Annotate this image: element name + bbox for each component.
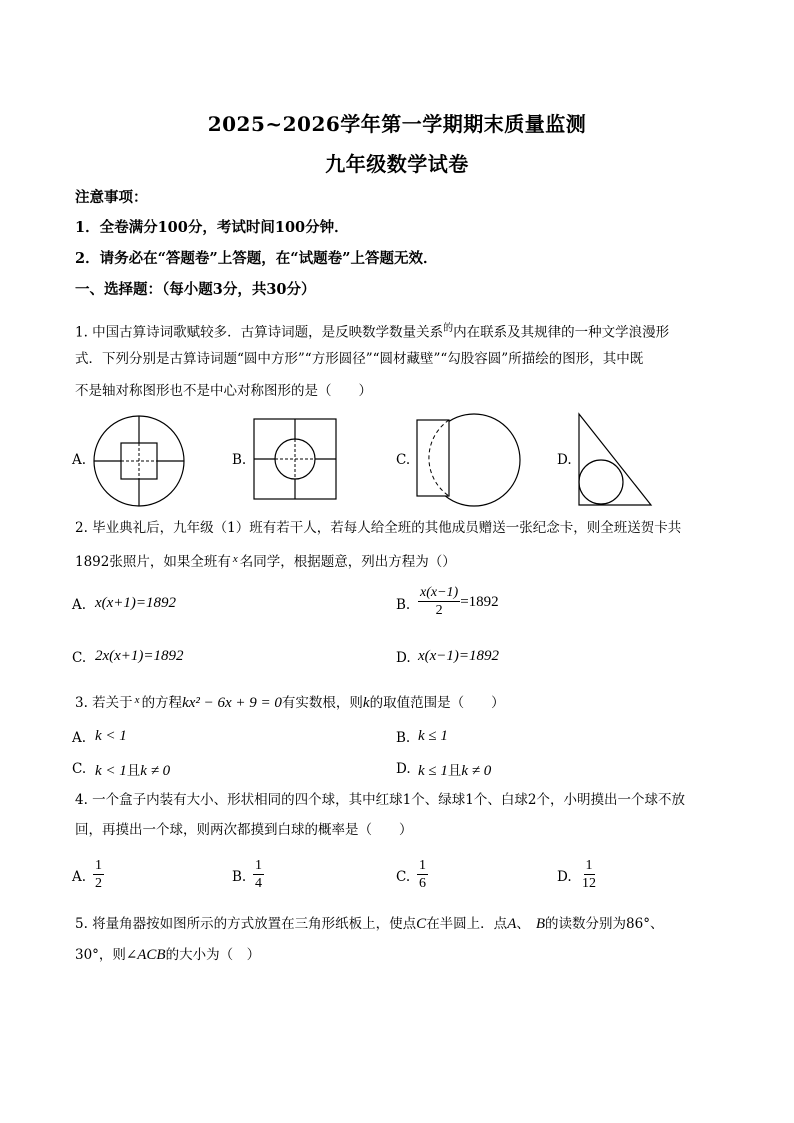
q2-option-b-denominator: 2 bbox=[435, 603, 443, 618]
q2-option-b-fraction bbox=[418, 584, 460, 619]
q2-option-b-label: B. bbox=[396, 597, 411, 613]
q4-option-d-fraction bbox=[580, 857, 598, 892]
q4-option-b-fraction bbox=[253, 857, 264, 892]
q3-var-k: k bbox=[362, 695, 370, 711]
q3-option-c-part1: k < 1 bbox=[95, 763, 127, 779]
q4-option-c-label: C. bbox=[396, 869, 411, 885]
section-heading: 一、选择题：（每小题3分，共30分） bbox=[75, 281, 316, 298]
figure-circle-timber bbox=[416, 412, 526, 512]
q2-option-a: x(x+1)=1892 bbox=[95, 595, 177, 611]
q2-text-a: 1892张照片，如果全班有 bbox=[75, 554, 231, 570]
q4-option-b-label: B. bbox=[232, 869, 247, 885]
q3-option-d-part2: k ≠ 0 bbox=[461, 763, 492, 779]
note-item-2: 2．请务必在“答题卷”上答题，在“试题卷”上答题无效． bbox=[75, 250, 438, 267]
q3-option-a-label: A. bbox=[72, 730, 87, 746]
q4-line-2: 回，再摸出一个球，则两次都摸到白球的概率是（ ） bbox=[75, 822, 413, 838]
q3-option-b: k ≤ 1 bbox=[418, 728, 448, 744]
q3-line-1 bbox=[75, 686, 505, 718]
figure-circle-square bbox=[92, 414, 186, 508]
q5-text-f: 的大小为（ ） bbox=[165, 947, 261, 963]
q1-option-b-label: B. bbox=[232, 452, 247, 468]
q4-option-a-numerator: 1 bbox=[95, 858, 102, 873]
note-item-1: 1．全卷满分100分，考试时间100分钟． bbox=[75, 219, 349, 236]
q4-option-a bbox=[93, 857, 104, 892]
q2-text-b: 名同学，根据题意，列出方程为（） bbox=[239, 554, 456, 570]
q4-option-c-denominator: 6 bbox=[419, 876, 426, 891]
q3-text-c: 有实数根，则 bbox=[281, 695, 363, 711]
figure-square-circle bbox=[253, 418, 337, 500]
q3-text-a: 3. 若关于 bbox=[75, 695, 133, 711]
q5-point-b: B bbox=[535, 916, 546, 932]
q4-option-d bbox=[580, 857, 598, 892]
q4-option-d-numerator: 1 bbox=[585, 858, 593, 873]
q2-option-d: x(x−1)=1892 bbox=[418, 648, 500, 664]
q3-option-d-and: 且 bbox=[447, 763, 462, 779]
q3-text-b: 的方程 bbox=[141, 695, 183, 711]
q4-option-a-label: A. bbox=[72, 869, 87, 885]
q3-equation: kx² − 6x + 9 = 0 bbox=[182, 695, 282, 711]
q3-var-x: x bbox=[134, 694, 140, 706]
q4-option-d-denominator: 12 bbox=[582, 876, 596, 891]
q2-var-x: x bbox=[232, 553, 238, 565]
q1-line-2: 式．下列分别是古算诗词题“圆中方形”“方形圆径”“圆材藏壁”“勾股容圆”所描绘的图形，其中既 bbox=[75, 351, 644, 367]
q1-line-1 bbox=[75, 314, 669, 348]
q5-text-c: 、 bbox=[516, 916, 530, 932]
q2-option-d-label: D. bbox=[396, 650, 411, 666]
q3-option-b-label: B. bbox=[396, 730, 411, 746]
q5-point-a: A bbox=[507, 916, 517, 932]
q5-point-c: C bbox=[416, 916, 427, 932]
q2-option-b-rhs: =1892 bbox=[460, 594, 499, 610]
q3-option-a: k < 1 bbox=[95, 728, 127, 744]
q5-text-e: 30°，则∠ bbox=[75, 947, 138, 963]
q4-option-b bbox=[253, 857, 264, 892]
q1-line-3: 不是轴对称图形也不是中心对称图形的是（ ） bbox=[75, 383, 372, 399]
q2-option-b bbox=[418, 584, 499, 619]
q3-option-c bbox=[95, 759, 170, 780]
q3-text-d: 的取值范围是（ ） bbox=[369, 695, 505, 711]
q3-option-c-and: 且 bbox=[126, 763, 141, 779]
q3-option-d-label: D. bbox=[396, 761, 411, 777]
q2-option-b-numerator: x(x−1) bbox=[420, 585, 459, 600]
q2-option-c-label: C. bbox=[72, 650, 87, 666]
q5-line-1 bbox=[75, 910, 663, 939]
q1-option-c-label: C. bbox=[396, 452, 411, 468]
q5-angle-acb: ACB bbox=[137, 947, 166, 963]
q2-line-1: 2. 毕业典礼后，九年级（1）班有若干人，若每人给全班的其他成员赠送一张纪念卡，则全班送贺卡共 bbox=[75, 520, 682, 536]
q1-option-a-label: A. bbox=[72, 452, 87, 468]
q4-option-c-numerator: 1 bbox=[419, 858, 426, 873]
q1-text-a: 1. 中国古算诗词歌赋较多．古算诗词题，是反映数学数量关系 bbox=[75, 324, 444, 341]
q2-option-a-label: A. bbox=[72, 597, 87, 613]
q4-option-d-label: D. bbox=[557, 869, 572, 885]
page-title: 2025~2026学年第一学期期末质量监测 bbox=[207, 112, 587, 136]
q3-option-d-part1: k ≤ 1 bbox=[418, 763, 448, 779]
figure-triangle-incircle bbox=[577, 412, 655, 508]
q5-text-d: 的读数分别为86°、 bbox=[545, 916, 664, 932]
q3-option-c-part2: k ≠ 0 bbox=[140, 763, 171, 779]
q2-option-c: 2x(x+1)=1892 bbox=[95, 648, 184, 664]
q4-option-a-denominator: 2 bbox=[95, 876, 102, 891]
q4-option-c bbox=[417, 857, 428, 892]
q5-text-b: 在半圆上．点 bbox=[426, 916, 508, 932]
q1-text-sup: 的 bbox=[443, 323, 454, 334]
q1-text-b: 内在联系及其规律的一种文学浪漫形 bbox=[453, 324, 670, 341]
notes-heading: 注意事项： bbox=[75, 189, 148, 206]
q4-option-a-fraction bbox=[93, 857, 104, 892]
q5-line-2 bbox=[75, 941, 260, 970]
q3-option-c-label: C. bbox=[72, 761, 87, 777]
q1-option-d-label: D. bbox=[557, 452, 572, 468]
q5-text-a: 5. 将量角器按如图所示的方式放置在三角形纸板上，使点 bbox=[75, 916, 417, 932]
q4-option-c-fraction bbox=[417, 857, 428, 892]
q4-option-b-numerator: 1 bbox=[255, 858, 262, 873]
q4-option-b-denominator: 4 bbox=[255, 876, 262, 891]
q3-option-d bbox=[418, 759, 491, 780]
q4-line-1: 4. 一个盒子内装有大小、形状相同的四个球，其中红球1个、绿球1个、白球2个，小明摸出一个球不放 bbox=[75, 792, 685, 808]
q2-line-2 bbox=[75, 545, 456, 577]
page-subtitle: 九年级数学试卷 bbox=[325, 152, 469, 176]
